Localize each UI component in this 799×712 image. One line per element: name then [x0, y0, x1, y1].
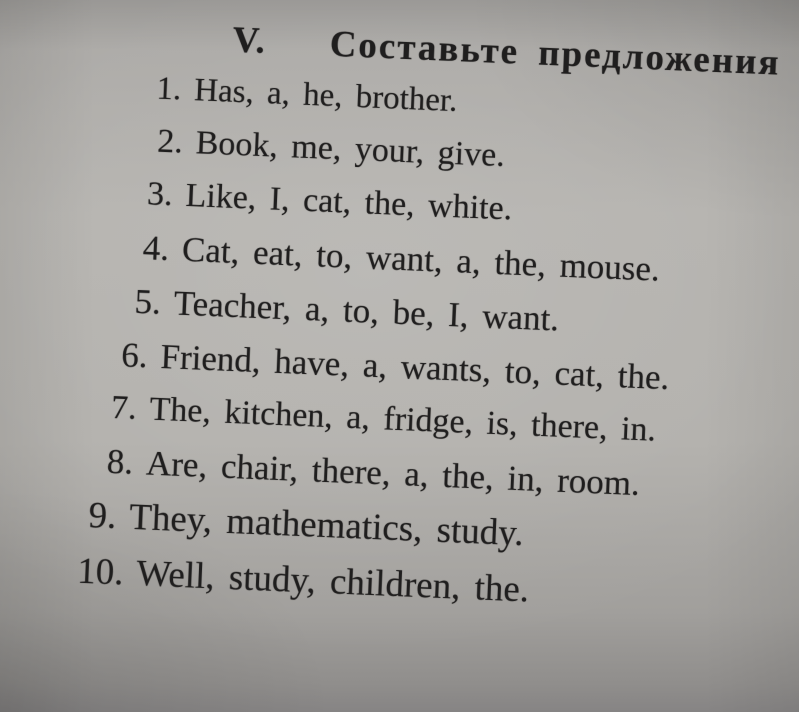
line-words: Teacher, a, to, be, I, want.	[173, 283, 560, 339]
line-words: Cat, eat, to, want, a, the, mouse.	[181, 229, 661, 289]
line-words: Friend, have, a, wants, to, cat, the.	[159, 337, 671, 398]
heading-numeral: V.	[231, 19, 267, 63]
line-number: 10.	[76, 550, 125, 594]
exercise-line-3	[146, 177, 799, 239]
heading-title: Составьте предложения	[328, 23, 782, 84]
line-number: 7.	[110, 388, 138, 428]
line-number: 1.	[155, 70, 183, 108]
exercise-line-4	[142, 230, 799, 293]
line-number: 6.	[120, 335, 149, 376]
line-number: 4.	[142, 228, 170, 269]
exercise-line-6	[121, 337, 799, 400]
exercise-line-2	[156, 122, 799, 186]
line-words: Like, I, cat, the, white.	[184, 176, 513, 228]
line-words: Are, chair, there, a, the, in, room.	[145, 443, 641, 504]
line-words: Has, a, he, brother.	[193, 72, 459, 120]
line-number: 2.	[156, 122, 184, 161]
exercise-list	[0, 67, 799, 620]
line-number: 5.	[133, 281, 162, 322]
line-words: The, kitchen, a, fridge, is, there, in.	[148, 390, 657, 449]
line-words: Book, me, your, give.	[195, 124, 506, 175]
line-number: 8.	[106, 441, 134, 482]
exercise-line-8	[106, 441, 795, 508]
exercise-heading	[232, 19, 799, 86]
exercise-line-9	[88, 497, 793, 563]
line-number: 3.	[146, 175, 174, 214]
exercise-line-5	[133, 281, 799, 347]
line-words: They, mathematics, study.	[128, 496, 525, 555]
line-number: 9.	[87, 495, 118, 538]
line-words: Well, study, children, the.	[135, 553, 530, 611]
exercise-line-10	[76, 550, 791, 620]
exercise-line-1	[155, 70, 799, 133]
exercise-line-7	[110, 388, 797, 454]
